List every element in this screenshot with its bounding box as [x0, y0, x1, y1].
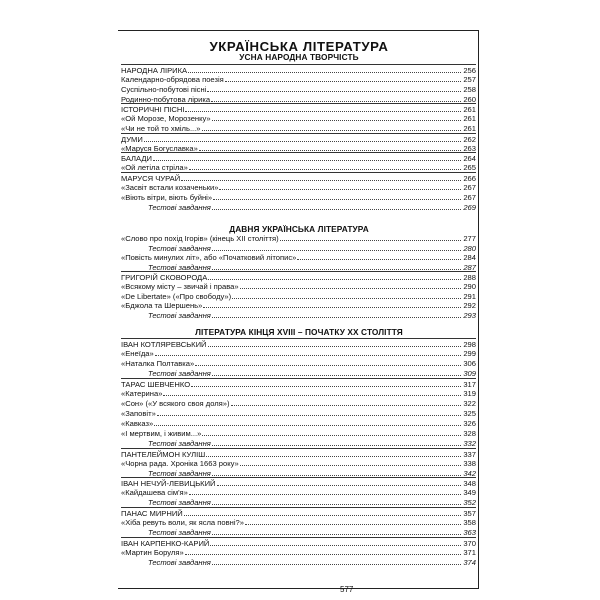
dot-leader [181, 179, 461, 181]
entry-title: «Кавказ» [121, 419, 154, 428]
toc-entry [121, 428, 476, 438]
toc-entry [121, 388, 476, 398]
toc-entry [121, 300, 476, 310]
dot-leader [203, 306, 461, 308]
dot-leader [212, 119, 461, 121]
entry-page-number: 261 [463, 105, 476, 114]
entry-title: Тестові завдання [148, 311, 211, 320]
dot-leader [212, 533, 461, 535]
entry-title: ІВАН КОТЛЯРЕВСЬКИЙ [121, 340, 207, 349]
dot-leader [212, 374, 461, 376]
entry-page-number: 284 [463, 253, 476, 262]
toc-entry [121, 348, 476, 358]
toc-entry [121, 162, 476, 172]
entry-title: ТАРАС ШЕВЧЕНКО [121, 380, 191, 389]
entry-page-number: 267 [463, 183, 476, 192]
toc-entry [121, 74, 476, 84]
entry-title: «Ой Морозе, Морозенку» [121, 114, 211, 123]
dot-leader [297, 258, 461, 260]
dot-leader [212, 208, 461, 210]
entry-page-number: 267 [463, 193, 476, 202]
dot-leader [155, 354, 461, 356]
entry-title: «Повість минулих літ», або «Початковий літопис» [121, 253, 297, 262]
toc-entry [121, 487, 476, 497]
entry-page-number: 326 [463, 419, 476, 428]
dot-leader [219, 188, 461, 190]
dot-leader [191, 385, 461, 387]
entry-page-number: 342 [463, 469, 476, 478]
entry-title: «Заповіт» [121, 409, 156, 418]
toc-test-entry [121, 202, 476, 212]
entry-page-number: 349 [463, 488, 476, 497]
dot-leader [195, 364, 461, 366]
entry-page-number: 260 [463, 95, 476, 104]
entry-page-number: 309 [463, 369, 476, 378]
entry-title: «Енеїда» [121, 349, 154, 358]
entry-page-number: 317 [463, 380, 476, 389]
entry-title: ДУМИ [121, 135, 143, 144]
dot-leader [225, 80, 461, 82]
entry-page-number: 337 [463, 450, 476, 459]
dot-leader [212, 268, 461, 270]
dot-leader [163, 394, 461, 396]
dot-leader [202, 129, 461, 131]
entry-page-number: 258 [463, 85, 476, 94]
entry-title: «Наталка Полтавка» [121, 359, 195, 368]
dot-leader [207, 90, 461, 92]
entry-page-number: 257 [463, 75, 476, 84]
entry-page-number: 306 [463, 359, 476, 368]
dot-leader [189, 493, 461, 495]
entry-page-number: 266 [463, 174, 476, 183]
entry-title: ІСТОРИЧНІ ПІСНІ [121, 105, 185, 114]
entry-page-number: 299 [463, 349, 476, 358]
toc-test-entry [121, 497, 476, 507]
page-title: УКРАЇНСЬКА ЛІТЕРАТУРА [209, 39, 389, 54]
dot-leader [212, 249, 461, 251]
dot-leader [231, 404, 461, 406]
entry-page-number: 371 [463, 548, 476, 557]
toc-entry [121, 84, 476, 94]
entry-title: «Бджола та Шершень» [121, 301, 203, 310]
entry-title: «Віють вітри, віють буйні» [121, 193, 213, 202]
dot-leader [199, 149, 461, 151]
entry-title: «Кайдашева сім'я» [121, 488, 188, 497]
dot-leader [157, 414, 461, 416]
entry-page-number: 264 [463, 154, 476, 163]
entry-page-number: 292 [463, 301, 476, 310]
entry-page-number: 352 [463, 498, 476, 507]
entry-title: Суспільно-побутові пісні [121, 85, 207, 94]
dot-leader [232, 297, 461, 299]
entry-title: БАЛАДИ [121, 154, 152, 163]
entry-page-number: 261 [463, 114, 476, 123]
dot-leader [240, 287, 461, 289]
entry-page-number: 277 [463, 234, 476, 243]
dot-leader [153, 159, 461, 161]
entry-page-number: 348 [463, 479, 476, 488]
entry-title: Календарно-обрядова поезія [121, 75, 224, 84]
entry-title: «І мертвим, і живим...» [121, 429, 202, 438]
dot-leader [245, 523, 461, 525]
entry-title: «De Libertate» («Про свободу») [121, 292, 232, 301]
entry-page-number: 262 [463, 135, 476, 144]
toc-test-entry [121, 368, 476, 378]
entry-page-number: 338 [463, 459, 476, 468]
entry-page-number: 325 [463, 409, 476, 418]
entry-title: «Чи не той то хміль...» [121, 124, 201, 133]
dot-leader [185, 553, 461, 555]
toc-entry [121, 113, 476, 123]
dot-leader [202, 434, 461, 436]
entry-page-number: 287 [463, 263, 476, 272]
toc-entry [121, 418, 476, 428]
entry-page-number: 293 [463, 311, 476, 320]
entry-title: МАРУСЯ ЧУРАЙ [121, 174, 181, 183]
entry-page-number: 332 [463, 439, 476, 448]
entry-title: Тестові завдання [148, 263, 211, 272]
dot-leader [189, 168, 461, 170]
page-number: 577 [340, 585, 354, 594]
toc-entry [121, 192, 476, 202]
dot-leader [212, 316, 461, 318]
toc-page [118, 30, 480, 600]
dot-leader [144, 140, 461, 142]
dot-leader [280, 239, 461, 241]
entry-title: «Ой летіла стріла» [121, 163, 188, 172]
entry-title: «Мартин Боруля» [121, 548, 184, 557]
toc-entry [121, 398, 476, 408]
entry-page-number: 298 [463, 340, 476, 349]
entry-title: «Маруся Богуславка» [121, 144, 198, 153]
toc-test-entry [121, 557, 476, 567]
entry-title: Родинно-побутова лірика [121, 95, 211, 104]
entry-page-number: 265 [463, 163, 476, 172]
toc-test-entry [121, 527, 476, 537]
entry-page-number: 261 [463, 124, 476, 133]
dot-leader [184, 514, 461, 516]
dot-leader [208, 345, 461, 347]
entry-page-number: 357 [463, 509, 476, 518]
entry-title: Тестові завдання [148, 558, 211, 567]
dot-leader [154, 424, 461, 426]
dot-leader [210, 544, 461, 546]
entry-title: Тестові завдання [148, 498, 211, 507]
toc-entry [121, 408, 476, 418]
entry-page-number: 374 [463, 558, 476, 567]
entry-title: ПАНТЕЛЕЙМОН КУЛІШ [121, 450, 206, 459]
dot-leader [185, 110, 461, 112]
entry-page-number: 370 [463, 539, 476, 548]
entry-page-number: 322 [463, 399, 476, 408]
toc-entry [121, 252, 476, 262]
toc-test-entry [121, 438, 476, 448]
entry-page-number: 290 [463, 282, 476, 291]
toc-entry [121, 123, 476, 133]
toc-entry [121, 547, 476, 557]
dot-leader [208, 278, 461, 280]
entry-title: Тестові завдання [148, 244, 211, 253]
dot-leader [240, 464, 461, 466]
section-title: ЛІТЕРАТУРА КІНЦЯ XVIII – ПОЧАТКУ XX СТОЛІТТЯ [195, 327, 403, 337]
section-title: ДАВНЯ УКРАЇНСЬКА ЛІТЕРАТУРА [229, 224, 369, 234]
toc-entry [121, 358, 476, 368]
entry-title: «Хіба ревуть воли, як ясла повні?» [121, 518, 244, 527]
entry-title: Тестові завдання [148, 528, 211, 537]
entry-title: ІВАН КАРПЕНКО-КАРИЙ [121, 539, 210, 548]
entry-title: «Слово про похід Ігорів» (кінець XII століття) [121, 234, 279, 243]
entry-title: «Катерина» [121, 389, 163, 398]
entry-page-number: 256 [463, 66, 476, 75]
entry-title: Тестові завдання [148, 439, 211, 448]
section-title: УСНА НАРОДНА ТВОРЧІСТЬ [239, 52, 359, 62]
dot-leader [212, 474, 461, 476]
entry-title: ГРИГОРІЙ СКОВОРОДА [121, 273, 208, 282]
dot-leader [188, 71, 461, 73]
toc-test-entry [121, 310, 476, 320]
entry-title: «Всякому місту – звичай і права» [121, 282, 239, 291]
toc-entry [121, 517, 476, 527]
dot-leader [211, 100, 461, 102]
entry-page-number: 328 [463, 429, 476, 438]
dot-leader [212, 563, 461, 565]
entry-page-number: 363 [463, 528, 476, 537]
entry-page-number: 288 [463, 273, 476, 282]
entry-title: Тестові завдання [148, 369, 211, 378]
dot-leader [212, 503, 461, 505]
dot-leader [206, 455, 461, 457]
toc-entry [121, 182, 476, 192]
entry-page-number: 358 [463, 518, 476, 527]
dot-leader [217, 484, 461, 486]
entry-title: Тестові завдання [148, 203, 211, 212]
entry-page-number: 319 [463, 389, 476, 398]
entry-page-number: 269 [463, 203, 476, 212]
entry-title: Тестові завдання [148, 469, 211, 478]
toc-entry [121, 458, 476, 468]
dot-leader [213, 198, 461, 200]
toc-entry [121, 281, 476, 291]
entry-title: «Сон» («У всякого своя доля») [121, 399, 230, 408]
entry-page-number: 280 [463, 244, 476, 253]
entry-title: ПАНАС МИРНИЙ [121, 509, 183, 518]
entry-title: ІВАН НЕЧУЙ-ЛЕВИЦЬКИЙ [121, 479, 216, 488]
entry-title: «Чорна рада. Хроніка 1663 року» [121, 459, 239, 468]
entry-page-number: 263 [463, 144, 476, 153]
dot-leader [212, 444, 461, 446]
toc-entry [121, 233, 476, 243]
entry-title: «Засвіт встали козаченьки» [121, 183, 219, 192]
entry-page-number: 291 [463, 292, 476, 301]
entry-title: НАРОДНА ЛІРИКА [121, 66, 188, 75]
